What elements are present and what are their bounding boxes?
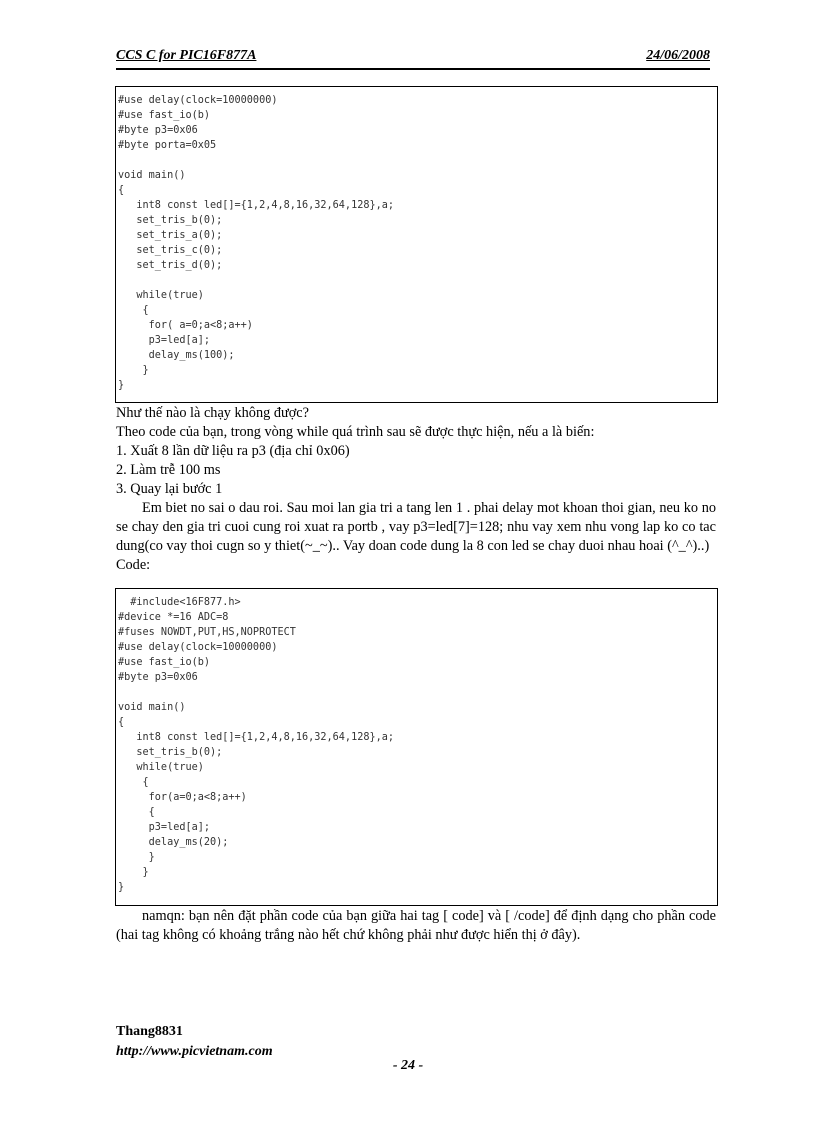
page-header: [116, 46, 710, 70]
code-label: Code:: [116, 557, 151, 573]
document-date: 24/06/2008: [646, 48, 710, 63]
code-listing-1: #use delay(clock=10000000) #use fast_io(b) #byte p3=0x06 #byte porta=0x05 void main() { int8 const led[]={1,2,4,8,16,32,64,128},a; set_tris_b(0); set_tris_a(0); set_tris_c(0); set_tris_d(0); while(true) { for( a=0;a<8;a++) p3=led[a]; delay_ms(100); } }: [118, 95, 395, 391]
body-text-1: [116, 404, 716, 575]
explanation-text: Theo code của bạn, trong vòng while quá trình sau sẽ được thực hiện, nếu a là biến:: [116, 424, 595, 440]
page-number: - 24 -: [392, 1058, 424, 1073]
document-title: CCS C for PIC16F877A: [116, 48, 257, 63]
note-paragraph: namqn: bạn nên đặt phần code của bạn giữa hai tag [ code] và [ /code] để định dạng cho phần code (hai tag không có khoảng trắng nào hết chứ không phải như được hiển thị ở đây).: [116, 908, 716, 943]
code-block-2: [115, 588, 718, 906]
code-block-1: [115, 86, 718, 403]
page-footer: [116, 1022, 273, 1062]
step-item: 2. Làm trễ 100 ms: [116, 462, 221, 478]
question-text: Như thế nào là chạy không được?: [116, 405, 309, 421]
body-text-2: [116, 907, 716, 945]
step-item: 3. Quay lại bước 1: [116, 481, 223, 497]
footer-url[interactable]: http://www.picvietnam.com: [116, 1044, 273, 1059]
code-listing-2: #include<16F877.h> #device *=16 ADC=8 #fuses NOWDT,PUT,HS,NOPROTECT #use delay(clock=10000000) #use fast_io(b) #byte p3=0x06 void main() { int8 const led[]={1,2,4,8,16,32,64,128},a; set_tris_b(0); while(true) { for(a=0;a<8;a++) { p3=led[a]; delay_ms(20); } } }: [118, 597, 395, 893]
step-item: 1. Xuất 8 lần dữ liệu ra p3 (địa chỉ 0x06): [116, 443, 350, 459]
reply-paragraph: Em biet no sai o dau roi. Sau moi lan gia tri a tang len 1 . phai delay mot khoan thoi gian, neu ko no se chay den gia tri cuoi cung roi xuat ra portb , vay p3=led[7]=128; nhu vay xem nhu vong lap ko co tac dung(co vay thoi cugn so y thiet(~_~).. Vay doan code dung la 8 con led se chay duoi nhau hoai (^_^)..): [116, 500, 716, 554]
footer-author: Thang8831: [116, 1024, 183, 1039]
